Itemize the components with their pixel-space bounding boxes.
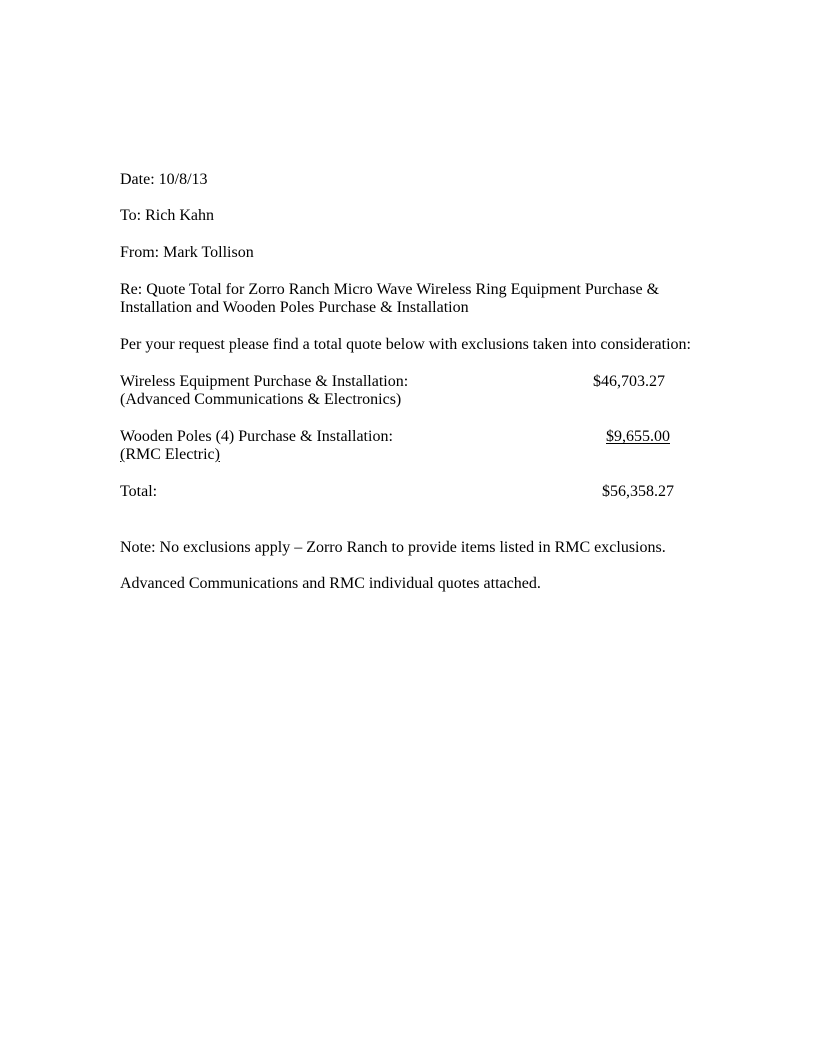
- item-1-label: Wireless Equipment Purchase & Installation:: [120, 373, 409, 390]
- from-line: From: Mark Tollison: [120, 244, 254, 261]
- total-amount: $56,358.27: [602, 483, 674, 500]
- to-line: To: Rich Kahn: [120, 207, 214, 224]
- attachment-note: Advanced Communications and RMC individual quotes attached.: [120, 575, 541, 592]
- item-2-amount: $9,655.00: [606, 428, 670, 445]
- item-1-amount: $46,703.27: [593, 373, 665, 390]
- total-label: Total:: [120, 483, 158, 500]
- item-2-vendor: [120, 446, 220, 464]
- item-2-label: Wooden Poles (4) Purchase & Installation:: [120, 428, 393, 445]
- item-2-vendor-close: ): [214, 446, 220, 463]
- subject-line-2: Installation and Wooden Poles Purchase & Installation: [120, 299, 469, 316]
- item-1-vendor: (Advanced Communications & Electronics): [120, 391, 402, 408]
- item-2-vendor-text: RMC Electric: [125, 446, 215, 463]
- item-2-vendor-open: (: [120, 446, 126, 463]
- subject-line-1: Re: Quote Total for Zorro Ranch Micro Wave Wireless Ring Equipment Purchase &: [120, 281, 660, 298]
- date-line: Date: 10/8/13: [120, 171, 208, 188]
- intro-paragraph: Per your request please find a total quote below with exclusions taken into consideration:: [120, 336, 691, 353]
- note-line: Note: No exclusions apply – Zorro Ranch to provide items listed in RMC exclusions.: [120, 539, 666, 556]
